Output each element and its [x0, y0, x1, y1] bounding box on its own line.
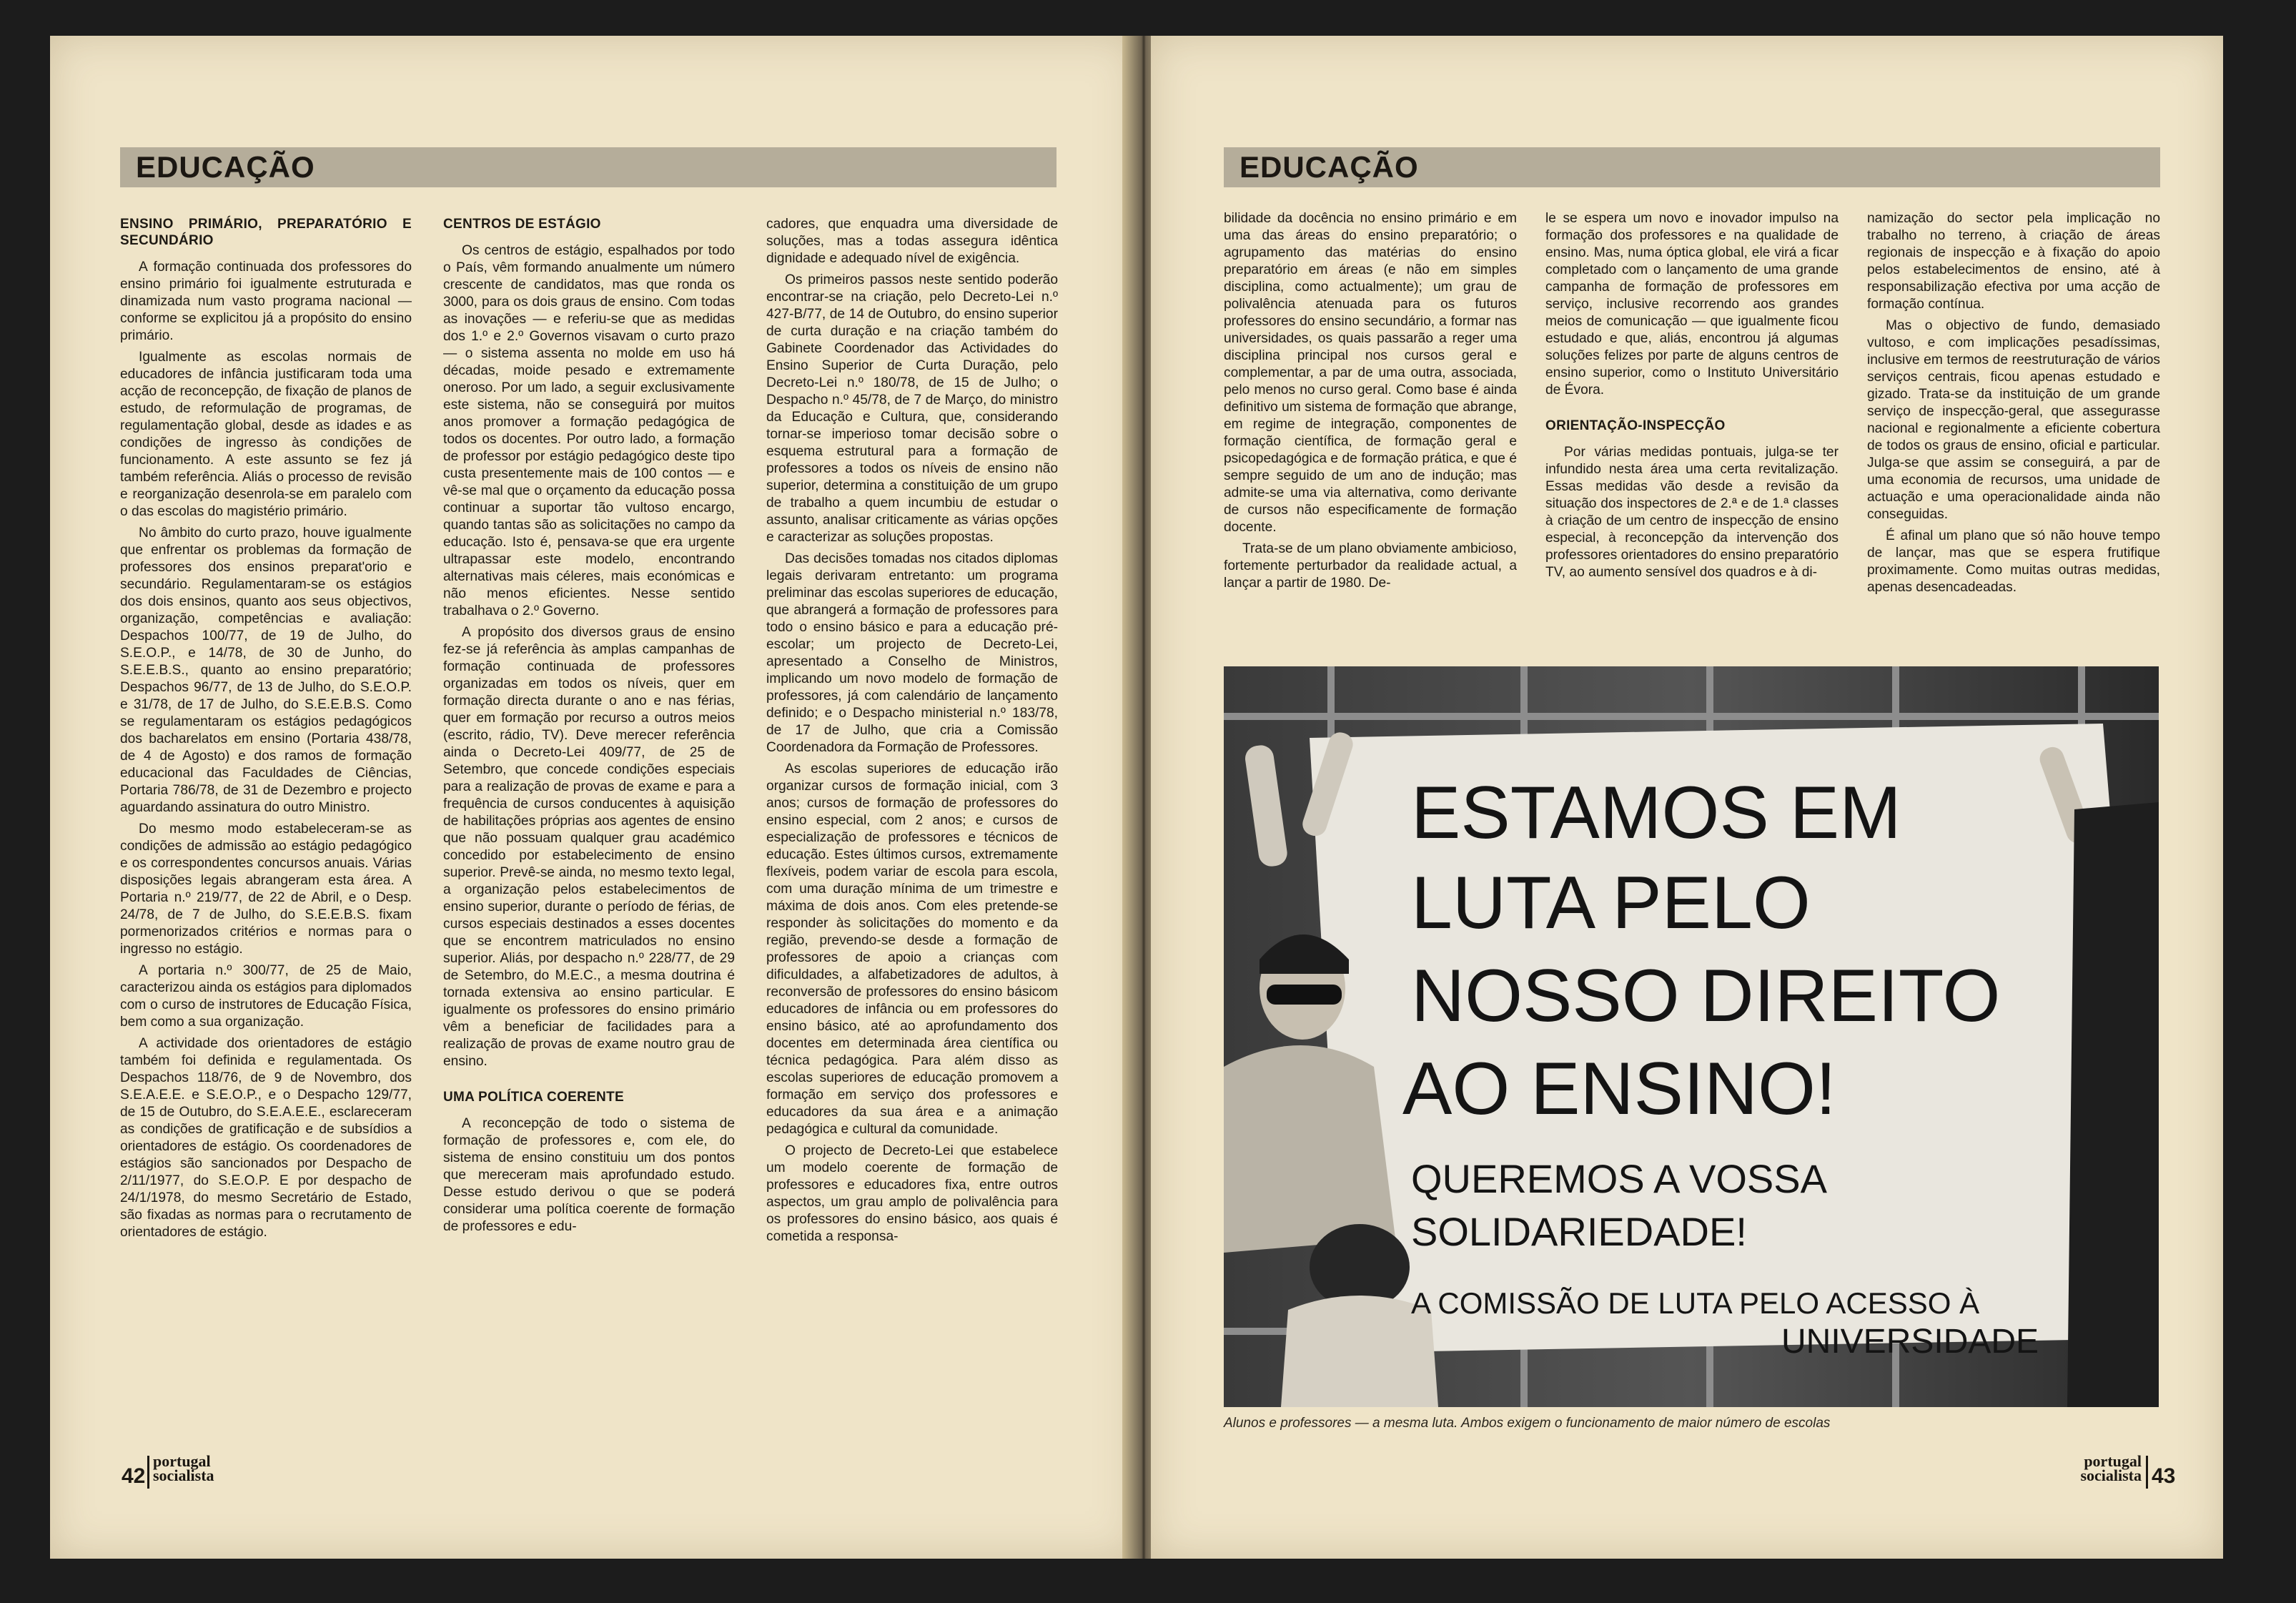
- protest-photo: [1224, 666, 2159, 1407]
- banner-line: ESTAMOS EM: [1411, 771, 1901, 854]
- left-column-3: [766, 216, 1058, 1250]
- left-logo: [153, 1454, 239, 1483]
- right-col3-paragraph: É afinal um plano que só não houve tempo de lançar, mas que se espera frutifique proximamente. Como muitas outras medidas, apenas desencadeadas.: [1867, 528, 2160, 595]
- right-section-header: [1224, 147, 2160, 187]
- left-column-2: [443, 216, 735, 1240]
- left-col2-heading-2: UMA POLÍTICA COERENTE: [443, 1090, 624, 1105]
- right-logo: [2056, 1454, 2142, 1483]
- left-col1-paragraph: A portaria n.º 300/77, de 25 de Maio, caracterizou ainda os estágios para diplomados com o curso de instrutores de Educação Física, bem como a sua organização.: [120, 963, 412, 1030]
- banner-line: AO ENSINO!: [1402, 1047, 1836, 1130]
- left-col3-paragraph: Os primeiros passos neste sentido poderão encontrar-se na criação, pelo Decreto-Lei n.º 427-B/77, de 14 de Outubro, do ensino superior de curta duração e na criação também do Gabinete Coordenador das Actividades do Ensino Superior de Curta Duração, pelo Decreto-Lei n.º 180/78, de 15 de Julho; o Despacho n.º 45/78, de 7 de Março, do ministro da Educação e Cultura, que, considerando tornar-se imperioso tomar decisão sobre o esquema estrutural para a formação de professores a todos os níveis de ensino não superior, determina a constituição de um grupo de trabalho a quem incumbiu de estudar o assunto, analisar criticamente as várias opções e caracterizar as soluções propostas.: [766, 272, 1058, 545]
- banner-line: SOLIDARIEDADE!: [1411, 1209, 1747, 1254]
- banner-line: QUEREMOS A VOSSA: [1411, 1156, 1827, 1201]
- left-col3-paragraph: cadores, que enquadra uma diversidade de soluções, mas a todas assegura idêntica dignidade e adequado nível de exigência.: [766, 217, 1058, 266]
- right-col3-paragraph: Mas o objectivo de fundo, demasiado vultoso, e com implicações pesadíssimas, inclusive em termos de reestruturação de vários serviços centrais, ficou apenas estudado e gizado. Trata-se da instituição de um grande serviço de inspecção-geral, que assegurasse nacional e regionalmente a eficiente cobertura de todos os graus de ensino, oficial e particular. Julga-se que assim se conseguirá, a par de uma economia de recursos, uma unidade de actuação e uma operacionalidade ainda não conseguidas.: [1867, 318, 2160, 522]
- left-col2-paragraph: Os centros de estágio, espalhados por todo o País, vêm formando anualmente um número crescente de candidatos, mas que ronda os 3000, para os dois graus de ensino. Com todas as inovações — e referiu-se que as medidas dos 1.º e 2.º Governos visavam o curto prazo — o sistema assenta no molde em uso há décadas, moide pesado e extremamente oneroso. Por um lado, a seguir exclusivamente este sistema, não se conseguirá por muitos anos promover a formação pedagógica de todos os docentes. Por outro lado, a formação de professor por estágio pedagógico deste tipo custa presentemente mais de 100 contos — e vê-se mal que o orçamento da educação possa continuar a suportar tão vultoso encargo, quando tantas são as solicitações no campo da educação. Isto é, pensava-se que era urgente ultrapassar este modelo, encontrando alternativas mais céleres, mais económicas e não menos eficientes. Nesse sentido trabalhava o 2.º Governo.: [443, 243, 735, 618]
- left-col3-paragraph: Das decisões tomadas nos citados diplomas legais derivaram entretanto: um programa preliminar das escolas superiores de educação, que abrangerá a formação de professores para todo o ensino básico e para a educação pré-escolar; um projecto de Decreto-Lei, apresentado a Conselho de Ministros, implicando um novo modelo de formação de professores, já com calendário de lançamento definido; e o Despacho ministerial n.º 183/78, de 17 de Julho, que cria a Comissão Coordenadora da Formação de Professores.: [766, 551, 1058, 755]
- photo-caption: Alunos e professores — a mesma luta. Ambos exigem o funcionamento de maior número de escolas: [1224, 1416, 1831, 1431]
- left-page-number: 42: [122, 1464, 146, 1488]
- right-footer-rule: [2146, 1456, 2148, 1489]
- right-col3-paragraph: namização do sector pela implicação no trabalho no terreno, à criação de áreas regionais de inspecção e à fixação do apoio pelos estabelecimentos de ensino, até à responsabilização efectiva por uma acção de formação contínua.: [1867, 211, 2160, 312]
- left-column-1: [120, 216, 412, 1246]
- left-col2-paragraph: A reconcepção de todo o sistema de formação de professores e, com ele, do sistema de ensino constituiu um dos pontos que mereceram mais aprofundado estudo. Desse estudo derivou o que se poderá considerar uma política coerente de formação de professores e edu-: [443, 1116, 735, 1234]
- left-col3-paragraph: As escolas superiores de educação irão organizar cursos de formação inicial, com 3 anos; cursos de formação de professores do ensino especial, com 2 anos; e cursos de especialização de professores e técnicos de educação. Estes últimos cursos, extremamente flexíveis, podem variar de escola para escola, com uma duração mínima de um trimestre e máxima de dois anos. Com eles pretende-se responder às solicitações do momento e da região, prevendo-se desde a formação de professores de apoio a crianças com dificuldades, a alfabetizadores de adultos, à reconversão de professores do ensino básicom educadores de infância ou em professores do ensino básico, até ao aprofundamento dos docentes em determinada área científica ou técnica pedagógica. Para além disso as escolas superiores de educação promovem a formação em serviço dos professores e educadores da sua área e a animação pedagógica e cultural da comunidade.: [766, 761, 1058, 1137]
- left-col3-paragraph: O projecto de Decreto-Lei que estabelece um modelo coerente de formação de professores e educadores fixa, entre outros aspectos, um grau amplo de polivalência para os professores do ensino básico, aos quais é cometida a responsa-: [766, 1143, 1058, 1244]
- right-section-title: EDUCAÇÃO: [1239, 150, 1419, 184]
- banner-line: A COMISSÃO DE LUTA PELO ACESSO À: [1411, 1286, 1980, 1320]
- banner-line: UNIVERSIDADE: [1781, 1323, 2039, 1361]
- right-column-3: [1867, 210, 2160, 601]
- banner-line: LUTA PELO: [1411, 862, 1811, 944]
- left-col2-paragraph: A propósito dos diversos graus de ensino fez-se já referência às amplas campanhas de formação continuada de professores organizadas em todos os níveis, quer em formação directa durante o ano e nas férias, quer em formação por recurso a outros meios (escrito, rádio, TV). Deve merecer referência ainda o Decreto-Lei 409/77, de 25 de Setembro, que concede condições especiais para a realização de provas de exame e para a frequência de cursos conducentes à aquisição de habilitações próprias aos agentes de ensino que não possuam qualquer grau académico concedido por estabelecimento de ensino superior. Prevê-se ainda, no mesmo texto legal, a organização pelos estabelecimentos de ensino superior, durante o período de férias, de cursos especiais destinados a esses docentes que se encontrem matriculados no ensino superior. Aliás, por despacho n.º 228/77, de 29 de Setembro, do M.E.C., a mesma doutrina é tornada extensiva ao ensino particular. E igualmente os professores do ensino primário vêm a beneficiar de facilidades para a realização de provas de exame noutro grau de ensino.: [443, 625, 735, 1069]
- right-column-1: [1224, 210, 1517, 596]
- logo-line: portugal: [2084, 1452, 2142, 1470]
- left-col1-paragraph: Do mesmo modo estabeleceram-se as condições de admissão ao estágio pedagógico e os correspondentes concursos anuais. Várias disposições legais abrangeram esta área. A Portaria n.º 219/77, de 22 de Abril, e o Desp. 24/78, de 7 de Julho, do S.E.E.B.S. fixam pormenorizados critérios e normas para o ingresso no estágio.: [120, 822, 412, 957]
- right-col1-paragraph: Trata-se de um plano obviamente ambicioso, fortemente perturbador da realidade actual, a lançar a partir de 1980. De-: [1224, 541, 1517, 591]
- left-section-title: EDUCAÇÃO: [136, 150, 315, 184]
- left-section-header: [120, 147, 1057, 187]
- right-col1-paragraph: bilidade da docência no ensino primário e em uma das áreas do ensino preparatório; o agrupamento das matérias do ensino preparatório em áreas (e não em simples disciplina, como actualmente); um grau de polivalência atenuada para os futuros professores do ensino secundário, a formar nas universidades, os quais passarão a reger uma disciplina principal nos cursos geral e complementar, a par de uma outra, associada, pelo menos no curso geral. Como base é ainda definitivo um sistema de formação que abrange, em regime de integração, componentes de formação científica, de formação geral e psicopedagógica e de formação prática, e que é sempre seguido de um ano de indução; mas admite-se uma via alternativa, como derivante de cursos não especificamente de formação docente.: [1224, 211, 1517, 535]
- left-col1-paragraph: A formação continuada dos professores do ensino primário foi igualmente estruturada e dinamizada num vasto programa nacional — conforme se explicitou já a propósito do ensino primário.: [120, 260, 412, 343]
- right-col2-paragraph: Por várias medidas pontuais, julga-se ter infundido nesta área uma certa revitalização. Essas medidas vão desde a revisão da situação dos inspectores de 2.ª e de 1.ª classes à criação de um centro de inspecção de ensino especial, à reconcepção da intervenção dos professores orientadores do ensino preparatório TV, ao aumento sensível dos quadros e à di-: [1545, 445, 1839, 580]
- right-page-number: 43: [2152, 1464, 2176, 1488]
- right-column-2: [1545, 210, 1839, 586]
- left-col2-heading: CENTROS DE ESTÁGIO: [443, 217, 601, 232]
- left-col1-heading: ENSINO PRIMÁRIO, PREPARATÓRIO E SECUNDÁRIO: [120, 217, 412, 248]
- banner-line: NOSSO DIREITO: [1411, 955, 2001, 1037]
- right-col2-paragraph: le se espera um novo e inovador impulso na formação dos professores e na qualidade de ensino. Mas, numa óptica global, ele virá a ficar completado com o lançamento de uma grande campanha de formação de professores em serviço, inclusive recorrendo aos grandes meios de comunicação — que igualmente ficou estudado e que, aliás, encontrou já algumas soluções felizes por parte de alguns centros de ensino superior, como o Instituto Universitário de Évora.: [1545, 211, 1839, 398]
- left-footer-rule: [147, 1456, 149, 1489]
- right-col2-heading: ORIENTAÇÃO-INSPECÇÃO: [1545, 418, 1726, 433]
- logo-line: portugal: [153, 1452, 211, 1470]
- left-col1-paragraph: No âmbito do curto prazo, houve igualmente que enfrentar os problemas da formação de professores dos ensinos preparat'orio e secundário. Regulamentaram-se os estágios dos dois ensinos, quanto aos seus objectivos, organização, competências e avaliação: Despachos 100/77, de 19 de Julho, do S.E.O.P., e 14/78, de 30 de Junho, do S.E.E.B.S., quanto ao ensino preparatório; Despachos 96/77, de 13 de Julho, do S.E.O.P. e 31/78, de 17 de Julho, do S.E.E.B.S. Como se regulamentaram os estágios pedagógicos dos bacharelatos em ensino (Portaria 438/78, de 4 de Agosto) e dos ramos de formação educacional das Faculdades de Ciências, Portaria 786/78, de 31 de Dezembro e projecto aguardando assinatura do outro Ministro.: [120, 526, 412, 815]
- logo-line: socialista: [153, 1466, 214, 1484]
- logo-line: socialista: [2080, 1466, 2142, 1484]
- left-col1-paragraph: Igualmente as escolas normais de educadores de infância justificaram toda uma acção de reconcepção, de fixação de planos de estudo, de reformulação de programas, de regulamentação global, desde as idades e as condições de ingresso às condições de funcionamento. A este assunto se fez já também referência. Aliás o processo de revisão e reorganização desenrola-se em paralelo com o das escolas do magistério primário.: [120, 350, 412, 519]
- left-col1-paragraph: A actividade dos orientadores de estágio também foi definida e regulamentada. Os Despachos 118/76, de 9 de Novembro, dos S.E.A.E.E. e S.E.O.P., e o Despacho 129/77, de 15 de Outubro, do S.E.A.E.E., esclareceram as condições de gratificação e de subsídios a orientadores de estágio. Os coordenadores de estágios são sancionados por Despacho de 2/11/1977, do S.E.O.P. E por despacho de 24/1/1978, do mesmo Secretário de Estado, são fixadas as normas para o recrutamento de orientadores de estágio.: [120, 1036, 412, 1240]
